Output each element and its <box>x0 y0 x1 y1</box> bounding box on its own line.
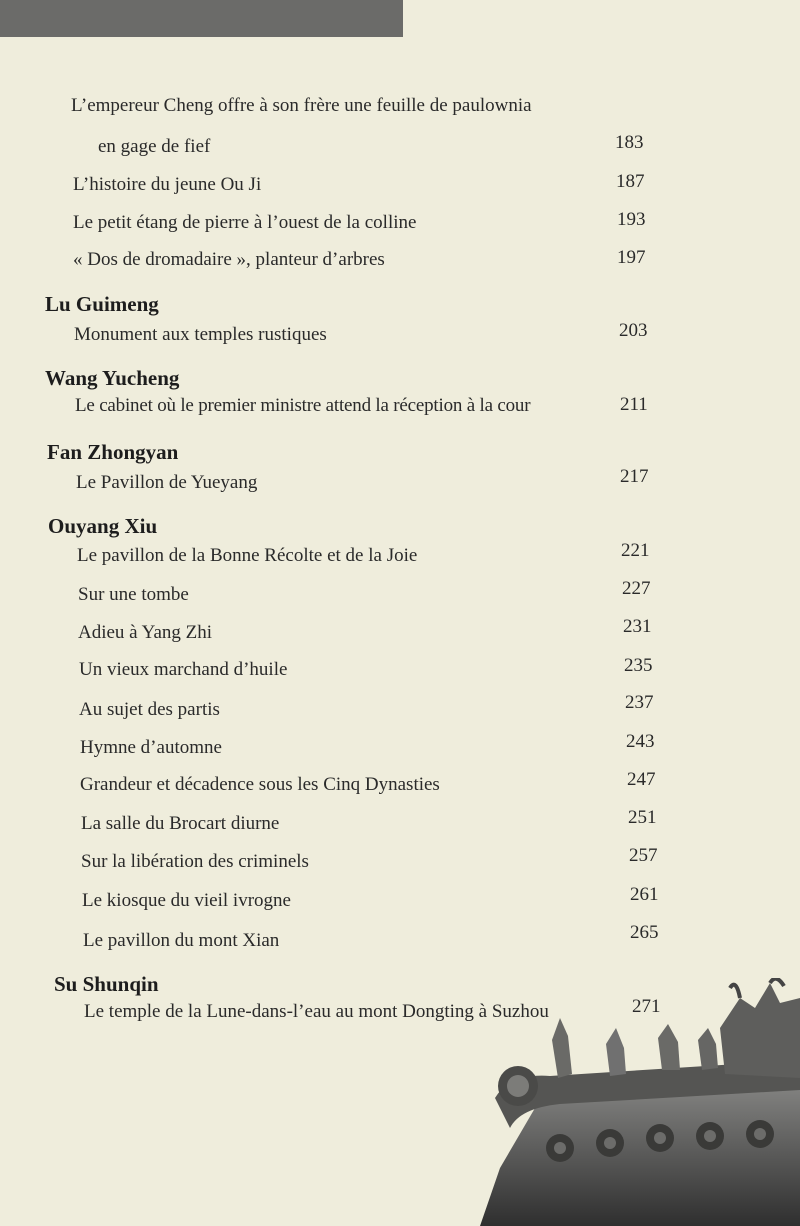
toc-entry-title: L’empereur Cheng offre à son frère une feuille de paulownia <box>71 95 532 116</box>
toc-page-number: 271 <box>632 996 661 1017</box>
toc-page-number: 247 <box>627 769 656 790</box>
toc-entry-title: La salle du Brocart diurne <box>81 813 280 834</box>
toc-entry-title: Le petit étang de pierre à l’ouest de la colline <box>73 212 417 233</box>
toc-page-number: 197 <box>617 247 646 268</box>
toc-entry-title: Hymne d’automne <box>80 737 222 758</box>
toc-entry-title: Adieu à Yang Zhi <box>78 622 213 643</box>
toc-page-number: 251 <box>628 807 657 828</box>
toc-page-number: 261 <box>630 884 659 905</box>
toc-entry-title: Le Pavillon de Yueyang <box>76 472 258 493</box>
author-heading: Fan Zhongyan <box>47 440 179 464</box>
roof-ornament-image <box>440 978 800 1226</box>
toc-page-number: 265 <box>630 922 659 943</box>
toc-entry-title: Le kiosque du vieil ivrogne <box>82 890 291 911</box>
toc-page-number: 211 <box>620 394 648 415</box>
toc-entry-title: Sur une tombe <box>78 584 189 605</box>
toc-entry-title: Sur la libération des criminels <box>81 851 309 872</box>
toc-entry-title: Le cabinet où le premier ministre attend la réception à la cour <box>75 395 531 416</box>
toc-entry-title: Un vieux marchand d’huile <box>79 659 288 680</box>
toc-entry-title: Le pavillon de la Bonne Récolte et de la Joie <box>77 545 418 566</box>
author-heading: Su Shunqin <box>54 972 159 996</box>
toc-entry-title: Au sujet des partis <box>79 699 220 720</box>
toc-page-number: 243 <box>626 731 655 752</box>
author-heading: Ouyang Xiu <box>48 514 158 538</box>
toc-entry-title: « Dos de dromadaire », planteur d’arbres <box>73 249 385 270</box>
author-heading: Wang Yucheng <box>45 366 180 390</box>
toc-entry-title: Le pavillon du mont Xian <box>83 930 280 951</box>
toc-entry-title: Le temple de la Lune-dans-l’eau au mont Dongting à Suzhou <box>84 1001 549 1022</box>
toc-entry-title: L’histoire du jeune Ou Ji <box>73 174 262 195</box>
toc-page-number: 235 <box>624 655 653 676</box>
toc-page-number: 193 <box>617 209 646 230</box>
toc-page-number: 217 <box>620 466 649 487</box>
toc-page-number: 203 <box>619 320 648 341</box>
toc-page-number: 227 <box>622 578 651 599</box>
toc-page-number: 237 <box>625 692 654 713</box>
toc-page-number: 231 <box>623 616 652 637</box>
toc-entry-title: Grandeur et décadence sous les Cinq Dynasties <box>80 774 440 795</box>
toc-page-number: 257 <box>629 845 658 866</box>
author-heading: Lu Guimeng <box>45 292 159 316</box>
toc-page-number: 187 <box>616 171 645 192</box>
toc-page-number: 221 <box>621 540 650 561</box>
toc-page-number: 183 <box>615 132 644 153</box>
toc-entry-title: Monument aux temples rustiques <box>74 324 327 345</box>
toc-entry-title: en gage de fief <box>98 136 211 157</box>
